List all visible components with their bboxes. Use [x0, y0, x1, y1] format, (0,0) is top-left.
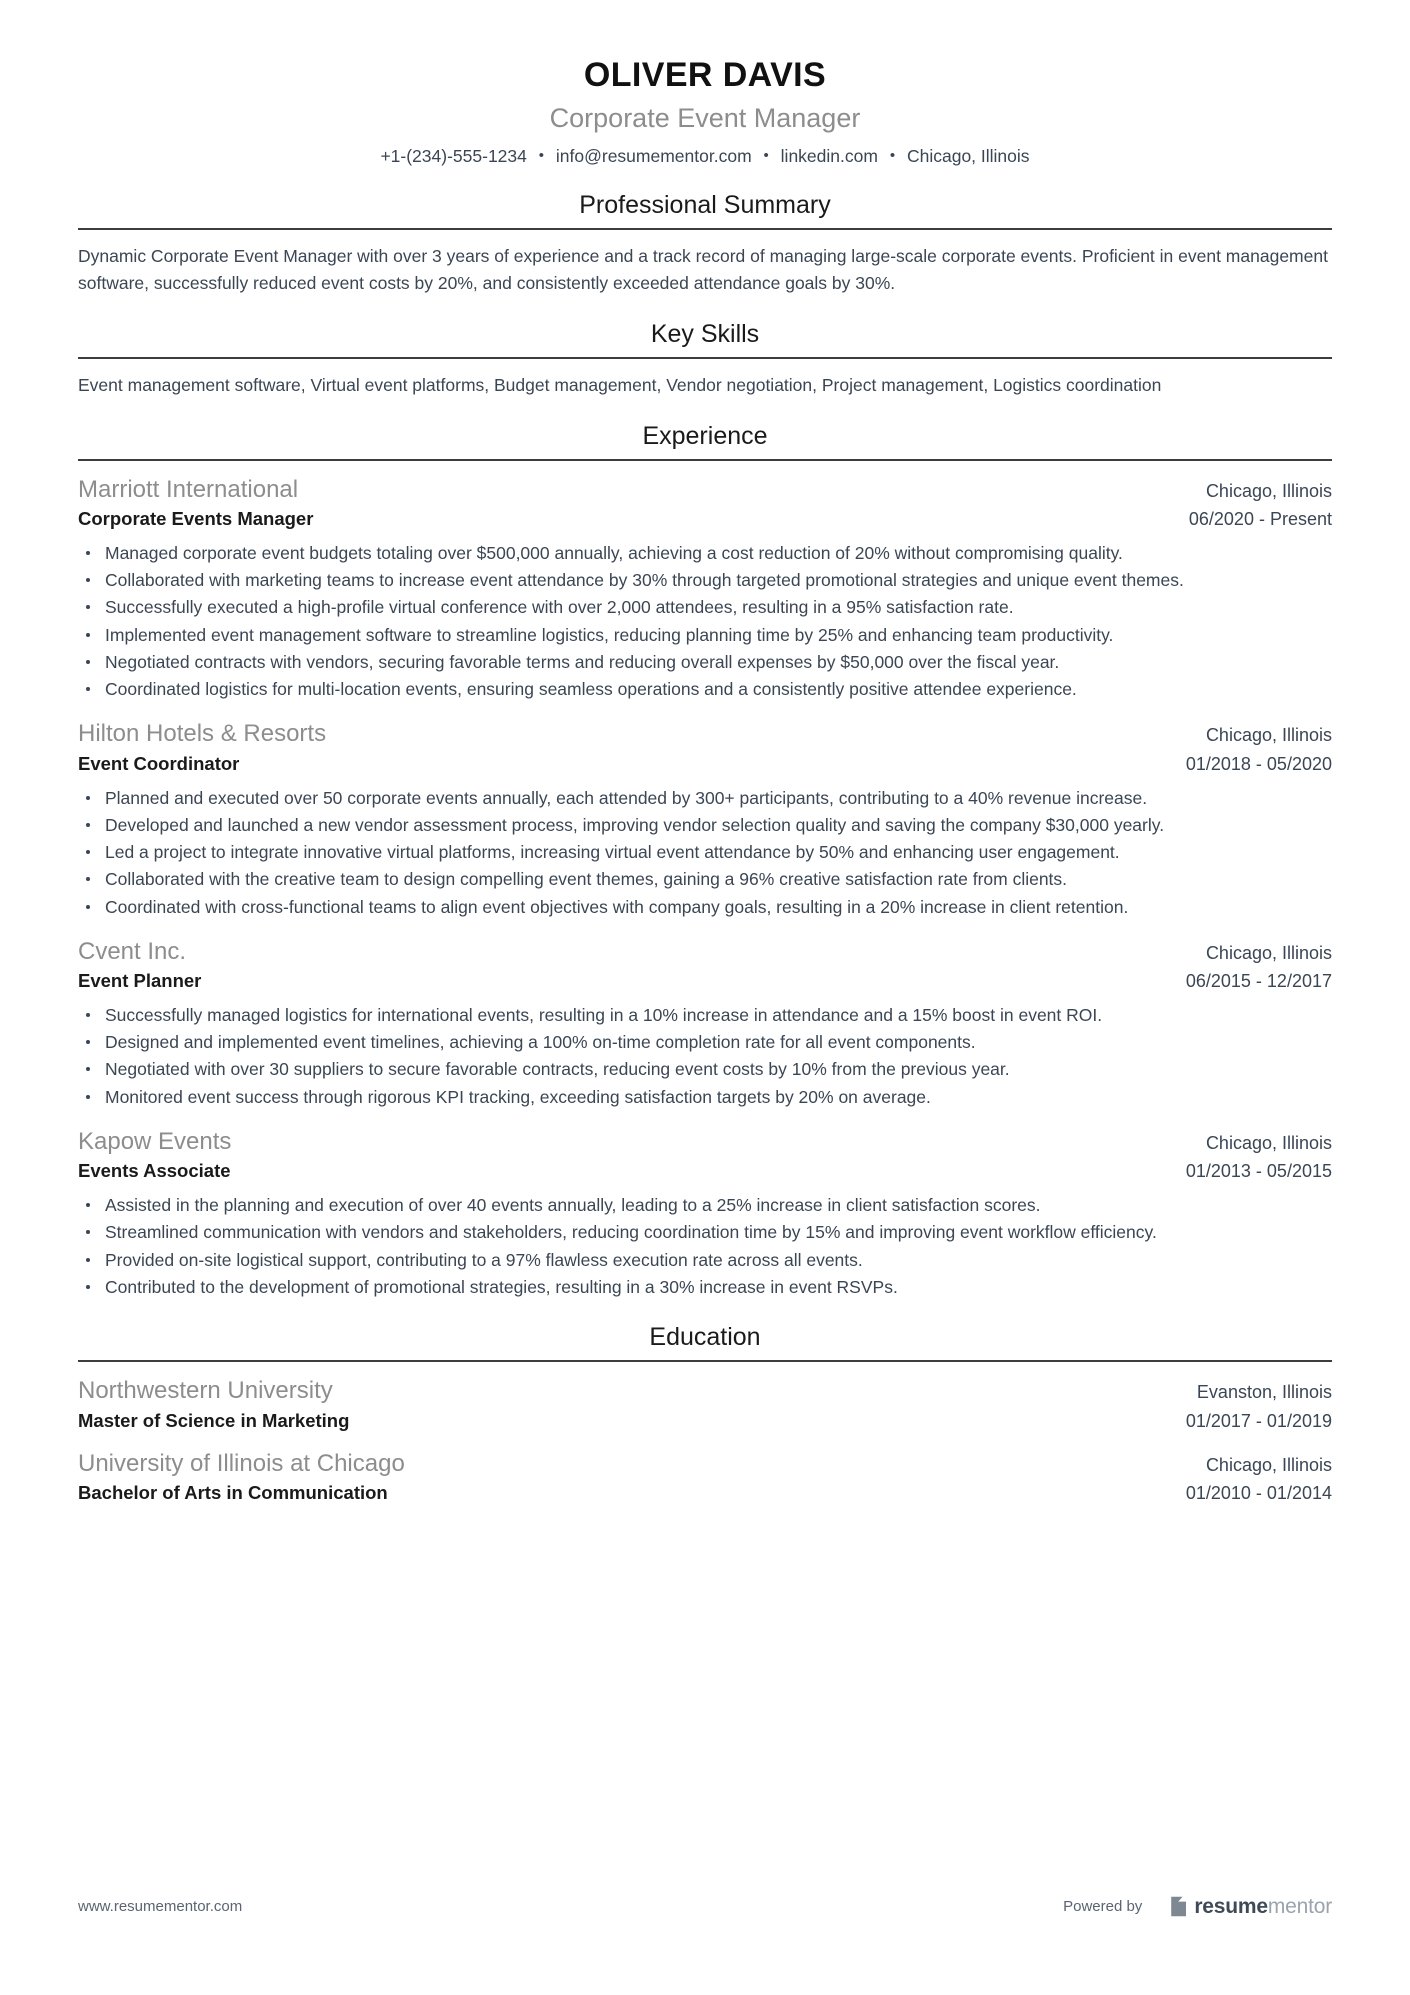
experience-role-title: Events Associate — [78, 1160, 231, 1182]
experience-bullet: Streamlined communication with vendors and stakeholders, reducing coordination time by 15% and improving event workflow efficiency. — [78, 1219, 1332, 1245]
experience-bullet: Collaborated with marketing teams to increase event attendance by 30% through targeted promotional strategies and unique event themes. — [78, 567, 1332, 593]
experience-bullet: Coordinated with cross-functional teams to align event objectives with company goals, resulting in a 20% increase in client retention. — [78, 894, 1332, 920]
contact-line — [78, 145, 1332, 168]
education-dates: 01/2010 - 01/2014 — [1185, 1482, 1332, 1503]
experience-entry — [78, 1126, 1332, 1300]
experience-role-row — [78, 507, 1332, 532]
experience-bullet: Contributed to the development of promotional strategies, resulting in a 30% increase in event RSVPs. — [78, 1274, 1332, 1300]
summary-text: Dynamic Corporate Event Manager with over 3 years of experience and a track record of managing large-scale corporate events. Proficient in event management software, successfully reduced event costs by 20%, and consistently exceeded attendance goals by 30%. — [78, 246, 1328, 294]
resume-header — [78, 0, 1332, 168]
experience-bullet: Developed and launched a new vendor assessment process, improving vendor selection quality and saving the company $30,000 yearly. — [78, 812, 1332, 838]
experience-company-name: Marriott International — [78, 475, 299, 503]
resumementor-logo[interactable] — [1170, 1896, 1332, 1917]
experience-bullet: Successfully managed logistics for international events, resulting in a 10% increase in attendance and a 15% boost in event ROI. — [78, 1002, 1332, 1028]
education-degree-row — [78, 1481, 1332, 1506]
contact-phone: +1-(234)-555-1234 — [380, 146, 527, 167]
contact-email[interactable]: info@resumementor.com — [555, 146, 752, 167]
education-school-row — [78, 1448, 1332, 1479]
experience-company-name: Kapow Events — [78, 1127, 232, 1155]
education-school-row — [78, 1375, 1332, 1406]
contact-separator-icon: • — [763, 147, 769, 165]
experience-entry — [78, 936, 1332, 1110]
experience-role-row — [78, 1159, 1332, 1184]
experience-dates: 01/2018 - 05/2020 — [1185, 753, 1332, 774]
section-professional-summary — [78, 190, 1332, 296]
education-entry — [78, 1375, 1332, 1433]
contact-separator-icon: • — [538, 147, 545, 165]
footer-branding — [1063, 1896, 1332, 1917]
contact-location: Chicago, Illinois — [906, 146, 1030, 167]
experience-bullet: Provided on-site logistical support, contributing to a 97% flawless execution rate across all events. — [78, 1247, 1332, 1273]
summary-body — [78, 230, 1332, 296]
candidate-job-title: Corporate Event Manager — [549, 103, 861, 134]
experience-bullet: Designed and implemented event timelines, achieving a 100% on-time completion rate for all event components. — [78, 1029, 1332, 1055]
experience-role-title: Event Coordinator — [78, 752, 240, 774]
experience-location: Chicago, Illinois — [1205, 942, 1332, 963]
experience-location: Chicago, Illinois — [1205, 480, 1332, 501]
experience-bullet: Successfully executed a high-profile virtual conference with over 2,000 attendees, resulting in a 95% satisfaction rate. — [78, 594, 1332, 620]
experience-role-title: Event Planner — [78, 970, 202, 991]
education-list — [78, 1362, 1332, 1505]
experience-location: Chicago, Illinois — [1205, 725, 1332, 746]
brand-name-light: mentor — [1267, 1895, 1332, 1918]
section-title-experience: Experience — [642, 421, 768, 450]
contact-separator-icon: • — [889, 147, 896, 165]
bookmark-flag-icon — [1170, 1896, 1187, 1917]
experience-company-name: Hilton Hotels & Resorts — [78, 720, 327, 748]
experience-role-row — [78, 969, 1332, 994]
experience-entry — [78, 474, 1332, 703]
education-entry — [78, 1448, 1332, 1506]
section-experience — [78, 421, 1332, 1301]
experience-bullet: Planned and executed over 50 corporate events annually, each attended by 300+ participants, contributing to a 40% revenue increase. — [78, 785, 1332, 811]
resume-footer — [78, 1896, 1332, 1917]
contact-linkedin[interactable]: linkedin.com — [780, 146, 878, 167]
experience-bullet: Collaborated with the creative team to design compelling event themes, gaining a 96% creative satisfaction rate from clients. — [78, 866, 1332, 892]
experience-bullet: Negotiated contracts with vendors, securing favorable terms and reducing overall expenses by $50,000 over the fiscal year. — [78, 649, 1332, 675]
experience-dates: 06/2015 - 12/2017 — [1185, 971, 1332, 991]
skills-text: Event management software, Virtual event platforms, Budget management, Vendor negotiation, Project management, Logistics coordination — [78, 374, 1162, 395]
skills-body — [78, 359, 1332, 399]
experience-bullet: Managed corporate event budgets totaling over $500,000 annually, achieving a cost reduction of 20% without compromising quality. — [78, 540, 1332, 566]
experience-company-row — [78, 718, 1332, 749]
section-title-summary: Professional Summary — [579, 191, 831, 220]
education-school-name: University of Illinois at Chicago — [78, 1449, 405, 1477]
experience-role-title: Corporate Events Manager — [78, 507, 314, 529]
experience-bullet: Assisted in the planning and execution of over 40 events annually, leading to a 25% increase in client satisfaction scores. — [78, 1192, 1332, 1218]
section-title-education: Education — [649, 1323, 761, 1352]
candidate-name: OLIVER DAVIS — [583, 56, 827, 94]
experience-company-name: Cvent Inc. — [78, 937, 187, 965]
section-education — [78, 1322, 1332, 1506]
education-degree-row — [78, 1409, 1332, 1434]
experience-bullet-list — [78, 540, 1332, 703]
experience-bullet: Coordinated logistics for multi-location events, ensuring seamless operations and a consistently positive attendee experience. — [78, 676, 1332, 702]
experience-bullet: Negotiated with over 30 suppliers to secure favorable contracts, reducing event costs by 10% from the previous year. — [78, 1056, 1332, 1082]
experience-bullet-list — [78, 1192, 1332, 1300]
education-dates: 01/2017 - 01/2019 — [1185, 1410, 1332, 1431]
brand-name-bold: resume — [1194, 1895, 1268, 1918]
footer-website-url[interactable]: www.resumementor.com — [78, 1898, 243, 1915]
experience-bullet: Led a project to integrate innovative virtual platforms, increasing virtual event attendance by 50% and enhancing user engagement. — [78, 839, 1332, 865]
education-location: Evanston, Illinois — [1196, 1382, 1332, 1403]
experience-role-row — [78, 752, 1332, 777]
experience-bullet-list — [78, 1002, 1332, 1110]
experience-dates: 01/2013 - 05/2015 — [1185, 1161, 1332, 1182]
powered-by-label: Powered by — [1063, 1898, 1143, 1915]
experience-bullet: Implemented event management software to streamline logistics, reducing planning time by 25% and enhancing team productivity. — [78, 622, 1332, 648]
experience-company-row — [78, 1126, 1332, 1157]
experience-company-row — [78, 474, 1332, 505]
section-title-skills: Key Skills — [650, 319, 760, 348]
education-degree: Bachelor of Arts in Communication — [78, 1481, 388, 1503]
experience-entry — [78, 718, 1332, 919]
experience-list — [78, 461, 1332, 1300]
experience-location: Chicago, Illinois — [1205, 1132, 1332, 1153]
experience-bullet: Monitored event success through rigorous KPI tracking, exceeding satisfaction targets by 20% on average. — [78, 1084, 1332, 1110]
experience-company-row — [78, 936, 1332, 967]
experience-bullet-list — [78, 785, 1332, 920]
education-school-name: Northwestern University — [78, 1377, 333, 1405]
section-key-skills — [78, 319, 1332, 399]
education-degree: Master of Science in Marketing — [78, 1409, 350, 1431]
brand-wordmark — [1194, 1896, 1332, 1917]
education-location: Chicago, Illinois — [1205, 1454, 1332, 1475]
experience-dates: 06/2020 - Present — [1188, 508, 1332, 529]
